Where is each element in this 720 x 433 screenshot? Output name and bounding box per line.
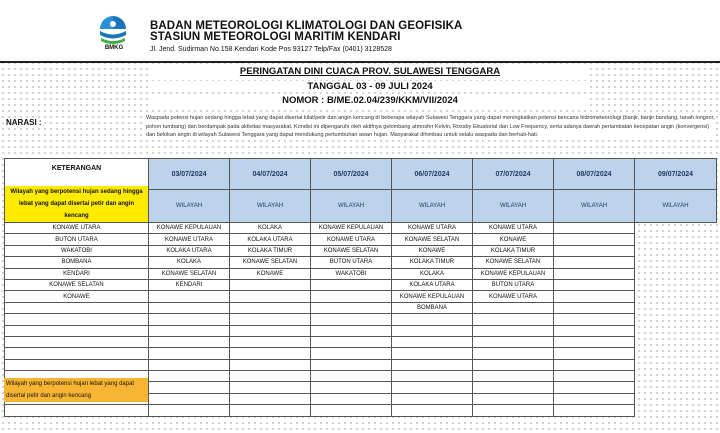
- date-header: 06/07/2024: [392, 159, 473, 190]
- region-cell: [554, 223, 635, 234]
- table-row: [5, 348, 717, 359]
- region-cell: [311, 393, 392, 404]
- region-cell: KONAWE: [230, 268, 311, 279]
- region-cell: [230, 291, 311, 302]
- region-cell: [230, 336, 311, 347]
- region-cell: [554, 268, 635, 279]
- region-cell: [473, 302, 554, 313]
- region-cell: [230, 279, 311, 290]
- region-cell: [392, 336, 473, 347]
- date-header-row: [5, 159, 717, 190]
- region-cell: [311, 348, 392, 359]
- region-cell: KONAWE UTARA: [473, 223, 554, 234]
- region-cell: [392, 393, 473, 404]
- region-cell: [230, 371, 311, 382]
- letterhead: [0, 0, 720, 62]
- region-cell: KONAWE SELATAN: [230, 257, 311, 268]
- wilayah-header: WILAYAH: [149, 190, 230, 223]
- region-cell: [230, 302, 311, 313]
- wilayah-header: WILAYAH: [554, 190, 635, 223]
- region-cell: [392, 382, 473, 393]
- date-header: 04/07/2024: [230, 159, 311, 190]
- date-header: 08/07/2024: [554, 159, 635, 190]
- legend-moderate-heavy: Wilayah yang berpotensi hujan sedang hingga lebat yang dapat disertai petir dan angin kencang: [5, 186, 148, 222]
- region-cell: [149, 348, 230, 359]
- region-cell: KONAWE UTARA: [473, 291, 554, 302]
- region-cell: [149, 302, 230, 313]
- region-cell: KOLAKA: [149, 257, 230, 268]
- table-row: [5, 223, 717, 234]
- region-cell: [311, 405, 392, 416]
- region-cell: [554, 393, 635, 404]
- region-cell: KONAWE SELATAN: [311, 245, 392, 256]
- region-cell: KOLAKA TIMUR: [230, 245, 311, 256]
- table-row: [5, 257, 717, 268]
- region-cell: BUTON UTARA: [5, 234, 149, 245]
- region-cell: [311, 279, 392, 290]
- region-cell: KONAWE: [473, 234, 554, 245]
- table-row: [5, 336, 717, 347]
- region-cell: WAKATOBI: [311, 268, 392, 279]
- region-cell: [473, 405, 554, 416]
- region-cell: [149, 314, 230, 325]
- region-cell: KENDARI: [149, 279, 230, 290]
- wilayah-header: WILAYAH: [635, 190, 717, 223]
- region-cell: KENDARI: [5, 268, 149, 279]
- org-address: Jl. Jend. Sudirman No.158 Kendari Kode Pos 93127 Telp/Fax (0401) 3128528: [150, 46, 392, 53]
- region-cell: [311, 371, 392, 382]
- region-cell: [230, 405, 311, 416]
- date-header: 09/07/2024: [635, 159, 717, 190]
- region-cell: KOLAKA: [230, 223, 311, 234]
- region-cell: [554, 291, 635, 302]
- region-cell: [230, 382, 311, 393]
- region-cell: [554, 257, 635, 268]
- region-cell: [392, 359, 473, 370]
- header-divider: [0, 61, 720, 63]
- region-cell: [5, 359, 149, 370]
- table-row: [5, 314, 717, 325]
- region-cell: [554, 314, 635, 325]
- table-row: [5, 268, 717, 279]
- table-row: [5, 234, 717, 245]
- keterangan-cell: [5, 159, 149, 223]
- narasi-label: NARASI :: [6, 118, 42, 127]
- region-cell: [554, 279, 635, 290]
- wilayah-header: WILAYAH: [311, 190, 392, 223]
- region-cell: KONAWE UTARA: [5, 223, 149, 234]
- region-cell: [149, 371, 230, 382]
- region-cell: KOLAKA UTARA: [392, 279, 473, 290]
- region-cell: KONAWE KEPULAUAN: [473, 268, 554, 279]
- region-cell: [311, 314, 392, 325]
- region-cell: [5, 336, 149, 347]
- region-cell: [392, 314, 473, 325]
- region-cell: [311, 291, 392, 302]
- region-cell: KOLAKA TIMUR: [473, 245, 554, 256]
- org-name-line1: BADAN METEOROLOGI KLIMATOLOGI DAN GEOFISIKA: [150, 20, 463, 32]
- region-cell: KONAWE SELATAN: [392, 234, 473, 245]
- date-header: 07/07/2024: [473, 159, 554, 190]
- region-cell: [554, 382, 635, 393]
- region-cell: KONAWE KEPULAUAN: [392, 291, 473, 302]
- date-header: 05/07/2024: [311, 159, 392, 190]
- region-cell: KOLAKA: [392, 268, 473, 279]
- date-header: 03/07/2024: [149, 159, 230, 190]
- region-cell: KONAWE UTARA: [149, 234, 230, 245]
- region-cell: [554, 348, 635, 359]
- region-cell: [5, 325, 149, 336]
- region-cell: [392, 348, 473, 359]
- region-cell: [149, 336, 230, 347]
- narasi-text: Waspada potensi hujan sedang hingga lebat yang dapat disertai kilat/petir dan angin kencang di beberapa wilayah Sulawesi Tenggara yang dapat meningkatkan potensi bencana hidrometeorologi (banjir, banjir bandang, tanah longsor, pohon tumbang) dan berdampak pada aktivitas masyarakat. Kondisi ini dipengaruhi oleh aktifnya gelombang atmosfer Kelvin, Rossby Ekuatorial dan Low Frequency, serta adanya daerah perlambatan kecepatan angin (konvergensi) dan belokan angin di wilayah Sulawesi Tenggara yang dapat mendukung pertumbuhan awan hujan. Masyarakat dihimbau untuk selalu waspada dan berhati-hati.: [146, 115, 715, 138]
- logo-label: BMKG: [104, 45, 124, 51]
- region-cell: KONAWE KEPULAUAN: [149, 223, 230, 234]
- region-cell: [473, 382, 554, 393]
- region-cell: [5, 302, 149, 313]
- region-cell: BUTON UTARA: [473, 279, 554, 290]
- region-cell: [230, 325, 311, 336]
- region-cell: [473, 371, 554, 382]
- region-cell: [149, 325, 230, 336]
- region-cell: [149, 359, 230, 370]
- region-cell: [311, 325, 392, 336]
- region-cell: [149, 382, 230, 393]
- wilayah-header: WILAYAH: [392, 190, 473, 223]
- region-cell: [554, 359, 635, 370]
- region-cell: [230, 314, 311, 325]
- region-cell: [473, 348, 554, 359]
- region-cell: [473, 359, 554, 370]
- region-cell: [473, 325, 554, 336]
- region-cell: [5, 348, 149, 359]
- region-cell: KONAWE SELATAN: [149, 268, 230, 279]
- region-cell: [392, 371, 473, 382]
- table-row: [5, 279, 717, 290]
- region-cell: [554, 245, 635, 256]
- region-cell: BOMBANA: [392, 302, 473, 313]
- region-cell: BUTON UTARA: [311, 257, 392, 268]
- region-cell: [230, 393, 311, 404]
- table-row: [5, 245, 717, 256]
- document-title: PERINGATAN DINI CUACA PROV. SULAWESI TENGGARA: [150, 66, 590, 77]
- region-cell: [149, 393, 230, 404]
- legend-heavy: Wilayah yang berpotensi hujan lebat yang dapat disertai petir dan angin kencang: [4, 378, 148, 402]
- region-cell: WAKATOBI: [5, 245, 149, 256]
- region-cell: [473, 336, 554, 347]
- region-cell: [5, 314, 149, 325]
- region-cell: [473, 393, 554, 404]
- region-cell: [554, 234, 635, 245]
- keterangan-label: KETERANGAN: [51, 165, 102, 172]
- region-cell: KONAWE KEPULAUAN: [311, 223, 392, 234]
- region-cell: [311, 302, 392, 313]
- wilayah-header: WILAYAH: [230, 190, 311, 223]
- region-cell: [149, 291, 230, 302]
- region-cell: [554, 405, 635, 416]
- region-cell: [473, 314, 554, 325]
- region-cell: [230, 359, 311, 370]
- table-row: [5, 302, 717, 313]
- region-cell: KONAWE SELATAN: [5, 279, 149, 290]
- legend-bottom-block: [4, 378, 148, 418]
- region-cell: [392, 325, 473, 336]
- region-cell: [392, 405, 473, 416]
- wilayah-header: WILAYAH: [473, 190, 554, 223]
- region-cell: [311, 359, 392, 370]
- region-cell: KOLAKA TIMUR: [392, 257, 473, 268]
- region-cell: KONAWE: [392, 245, 473, 256]
- document-number: NOMOR : B/ME.02.04/239/KKM/VII/2024: [150, 95, 590, 106]
- region-cell: KONAWE: [5, 291, 149, 302]
- region-cell: KONAWE UTARA: [311, 234, 392, 245]
- region-cell: [149, 405, 230, 416]
- table-row: [5, 291, 717, 302]
- table-row: [5, 325, 717, 336]
- document-date-range: TANGGAL 03 - 09 JULI 2024: [150, 81, 590, 92]
- region-cell: [554, 302, 635, 313]
- region-cell: [554, 371, 635, 382]
- region-cell: [554, 325, 635, 336]
- table-row: [5, 359, 717, 370]
- region-cell: [311, 382, 392, 393]
- region-cell: [554, 336, 635, 347]
- region-cell: KONAWE SELATAN: [473, 257, 554, 268]
- region-cell: KONAWE UTARA: [392, 223, 473, 234]
- region-cell: KOLAKA UTARA: [230, 234, 311, 245]
- region-cell: BOMBANA: [5, 257, 149, 268]
- region-cell: [230, 348, 311, 359]
- region-cell: [311, 336, 392, 347]
- region-cell: KOLAKA UTARA: [149, 245, 230, 256]
- org-name-line2: STASIUN METEOROLOGI MARITIM KENDARI: [150, 31, 401, 43]
